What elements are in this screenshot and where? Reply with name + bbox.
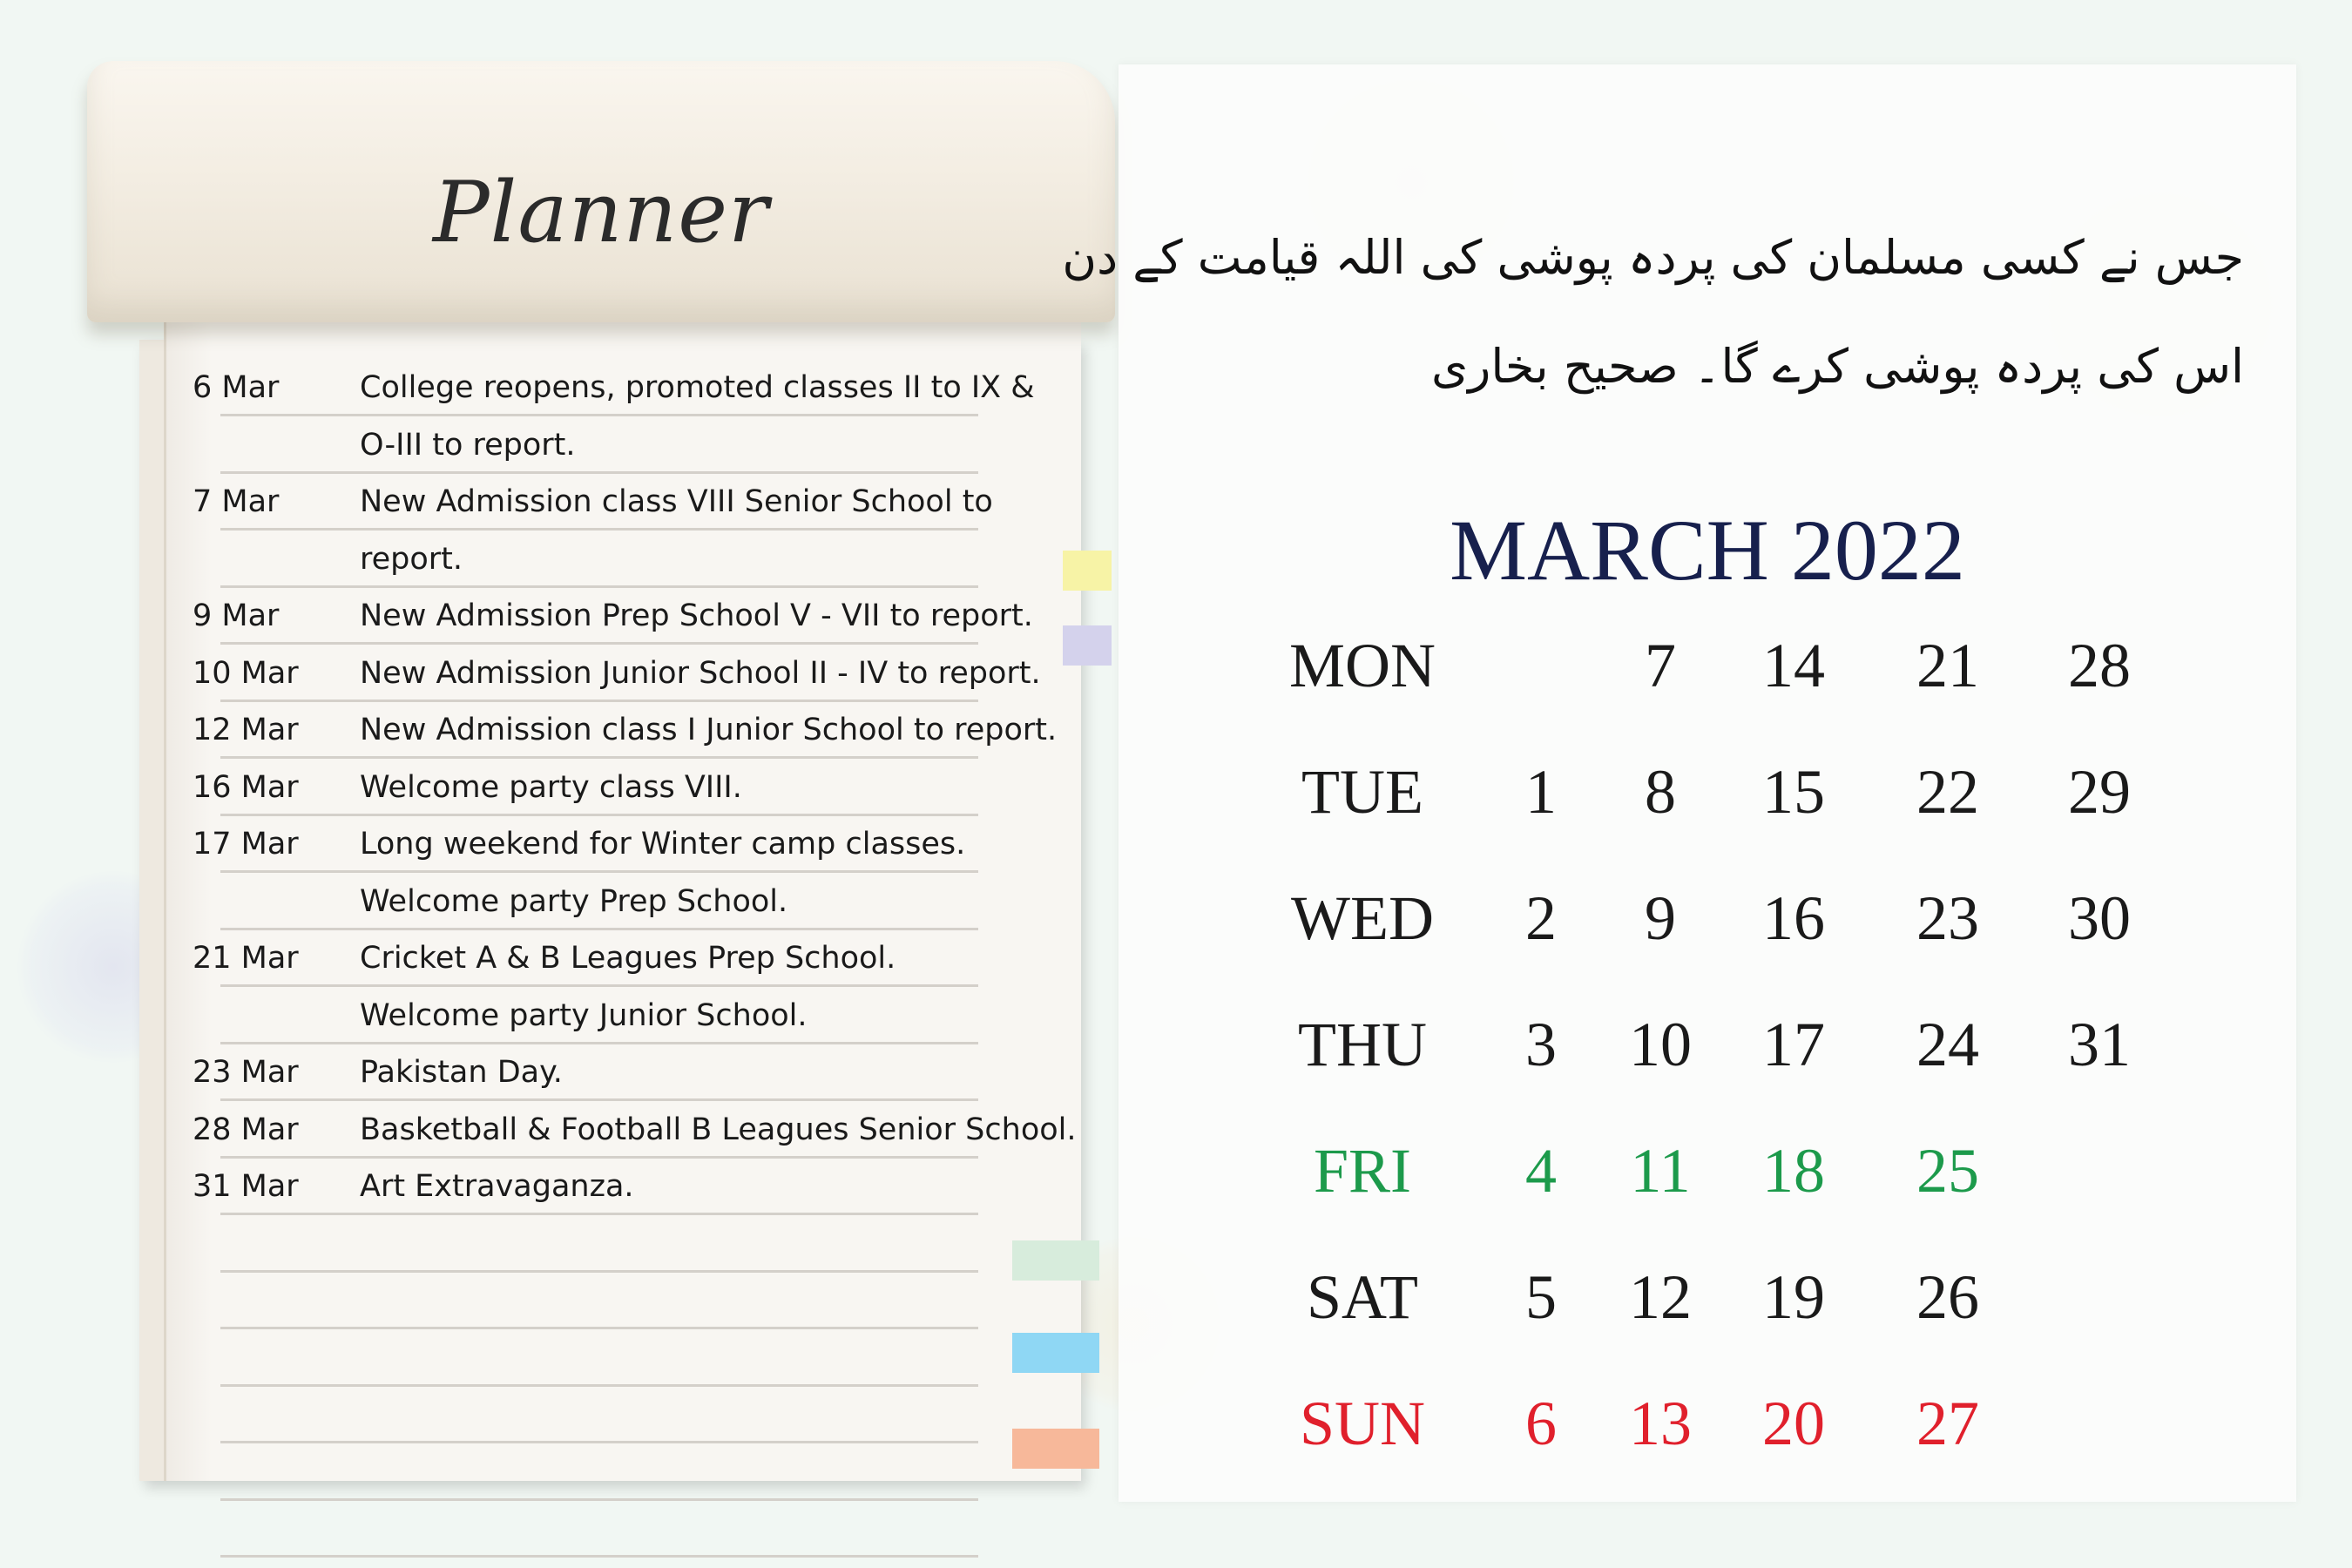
date-cell[interactable]: 30 <box>2068 883 2131 953</box>
month-title: MARCH 2022 <box>1450 502 1965 598</box>
ruled-line <box>220 928 978 930</box>
event-description: Pakistan Day. <box>360 1055 563 1090</box>
date-cell[interactable]: 27 <box>1916 1389 1979 1458</box>
weekday-label-sun: SUN <box>1299 1389 1426 1458</box>
date-cell[interactable]: 26 <box>1916 1262 1979 1332</box>
date-cell[interactable]: 11 <box>1630 1136 1691 1206</box>
ruled-line <box>220 814 978 816</box>
event-date: 28 Mar <box>193 1112 299 1147</box>
planner-notebook <box>87 61 1115 1498</box>
date-cell[interactable]: 2 <box>1525 883 1557 953</box>
index-tab-lilac[interactable] <box>1063 625 1112 666</box>
ruled-line <box>220 1384 978 1387</box>
event-description: Art Extravaganza. <box>360 1169 634 1204</box>
urdu-hadith-line-1: جس نے کسی مسلمان کی پردہ پوشی کی اللہ قیامت کے دن <box>1062 230 2244 285</box>
event-date: 6 Mar <box>193 370 280 405</box>
event-date: 10 Mar <box>193 655 299 691</box>
event-description: report. <box>360 541 463 577</box>
index-tab-yellow[interactable] <box>1063 551 1112 591</box>
event-description: Long weekend for Winter camp classes. <box>360 827 966 862</box>
weekday-label-wed: WED <box>1291 883 1434 953</box>
event-description: New Admission class VIII Senior School to <box>360 484 993 519</box>
ruled-line <box>220 471 978 474</box>
ruled-line <box>220 1498 978 1501</box>
ruled-line <box>220 1098 978 1101</box>
date-cell[interactable]: 22 <box>1916 757 1979 827</box>
ruled-line <box>220 700 978 702</box>
date-cell[interactable]: 24 <box>1916 1010 1979 1079</box>
date-cell[interactable]: 25 <box>1916 1136 1979 1206</box>
date-cell[interactable]: 13 <box>1629 1389 1692 1458</box>
event-date: 31 Mar <box>193 1169 299 1204</box>
event-description: Welcome party Junior School. <box>360 997 808 1033</box>
date-cell[interactable]: 8 <box>1645 757 1676 827</box>
ruled-line <box>220 1156 978 1159</box>
date-cell[interactable]: 31 <box>2068 1010 2131 1079</box>
weekday-label-fri: FRI <box>1313 1136 1412 1206</box>
ruled-line <box>220 870 978 873</box>
event-description: Welcome party Prep School. <box>360 883 788 919</box>
weekday-label-thu: THU <box>1298 1010 1427 1079</box>
ruled-line <box>220 756 978 759</box>
event-date: 21 Mar <box>193 941 299 976</box>
event-date: 17 Mar <box>193 827 299 862</box>
ruled-line <box>220 414 978 416</box>
event-date: 23 Mar <box>193 1055 299 1090</box>
event-description: Basketball & Football B Leagues Senior School. <box>360 1112 1077 1147</box>
date-cell[interactable]: 28 <box>2068 631 2131 700</box>
date-cell[interactable]: 29 <box>2068 757 2131 827</box>
weekday-label-mon: MON <box>1288 631 1436 700</box>
ruled-line <box>220 1327 978 1329</box>
event-date: 12 Mar <box>193 713 299 747</box>
date-cell[interactable]: 15 <box>1762 757 1825 827</box>
date-cell[interactable]: 12 <box>1629 1262 1692 1332</box>
event-description: New Admission Junior School II - IV to report. <box>360 655 1041 691</box>
ruled-line <box>220 642 978 645</box>
date-cell[interactable]: 6 <box>1525 1389 1557 1458</box>
event-date: 9 Mar <box>193 598 280 633</box>
ruled-line <box>220 1213 978 1215</box>
date-cell[interactable]: 16 <box>1762 883 1825 953</box>
date-cell[interactable]: 23 <box>1916 883 1979 953</box>
ruled-line <box>220 1270 978 1273</box>
date-cell[interactable]: 17 <box>1762 1010 1825 1079</box>
date-cell[interactable]: 10 <box>1629 1010 1692 1079</box>
ruled-line <box>220 1555 978 1558</box>
event-description: O-III to report. <box>360 427 576 463</box>
date-cell[interactable]: 1 <box>1525 757 1557 827</box>
date-cell[interactable]: 18 <box>1762 1136 1825 1206</box>
date-cell[interactable]: 5 <box>1525 1262 1557 1332</box>
weekday-label-tue: TUE <box>1301 757 1423 827</box>
ruled-line <box>220 1042 978 1044</box>
date-cell[interactable]: 4 <box>1525 1136 1557 1206</box>
date-cell[interactable]: 20 <box>1762 1389 1825 1458</box>
event-date: 16 Mar <box>193 769 299 805</box>
date-cell[interactable]: 21 <box>1916 631 1979 700</box>
planner-page <box>164 322 1081 1481</box>
ruled-line <box>220 984 978 987</box>
index-tab-orange[interactable] <box>1012 1429 1099 1469</box>
event-description: College reopens, promoted classes II to IX & <box>360 370 1035 405</box>
event-description: Cricket A & B Leagues Prep School. <box>360 941 896 976</box>
urdu-hadith-line-2: اس کی پردہ پوشی کرے گا۔ صحیح بخاری <box>1431 339 2244 394</box>
date-cell[interactable]: 3 <box>1525 1010 1557 1079</box>
event-description: Welcome party class VIII. <box>360 769 742 805</box>
date-cell[interactable]: 7 <box>1645 631 1676 700</box>
ruled-line <box>220 528 978 531</box>
event-date: 7 Mar <box>193 484 280 519</box>
weekday-label-sat: SAT <box>1306 1262 1419 1332</box>
index-tab-blue[interactable] <box>1012 1333 1099 1373</box>
date-cell[interactable]: 9 <box>1645 883 1676 953</box>
event-description: New Admission Prep School V - VII to report. <box>360 598 1033 633</box>
date-cell[interactable]: 19 <box>1762 1262 1825 1332</box>
date-cell[interactable]: 14 <box>1762 631 1825 700</box>
ruled-line <box>220 1441 978 1443</box>
calendar-card <box>1062 64 2296 1502</box>
index-tab-green[interactable] <box>1012 1240 1099 1281</box>
ruled-line <box>220 585 978 588</box>
event-description: New Admission class I Junior School to report. <box>360 713 1058 747</box>
planner-title: Planner <box>433 164 769 261</box>
